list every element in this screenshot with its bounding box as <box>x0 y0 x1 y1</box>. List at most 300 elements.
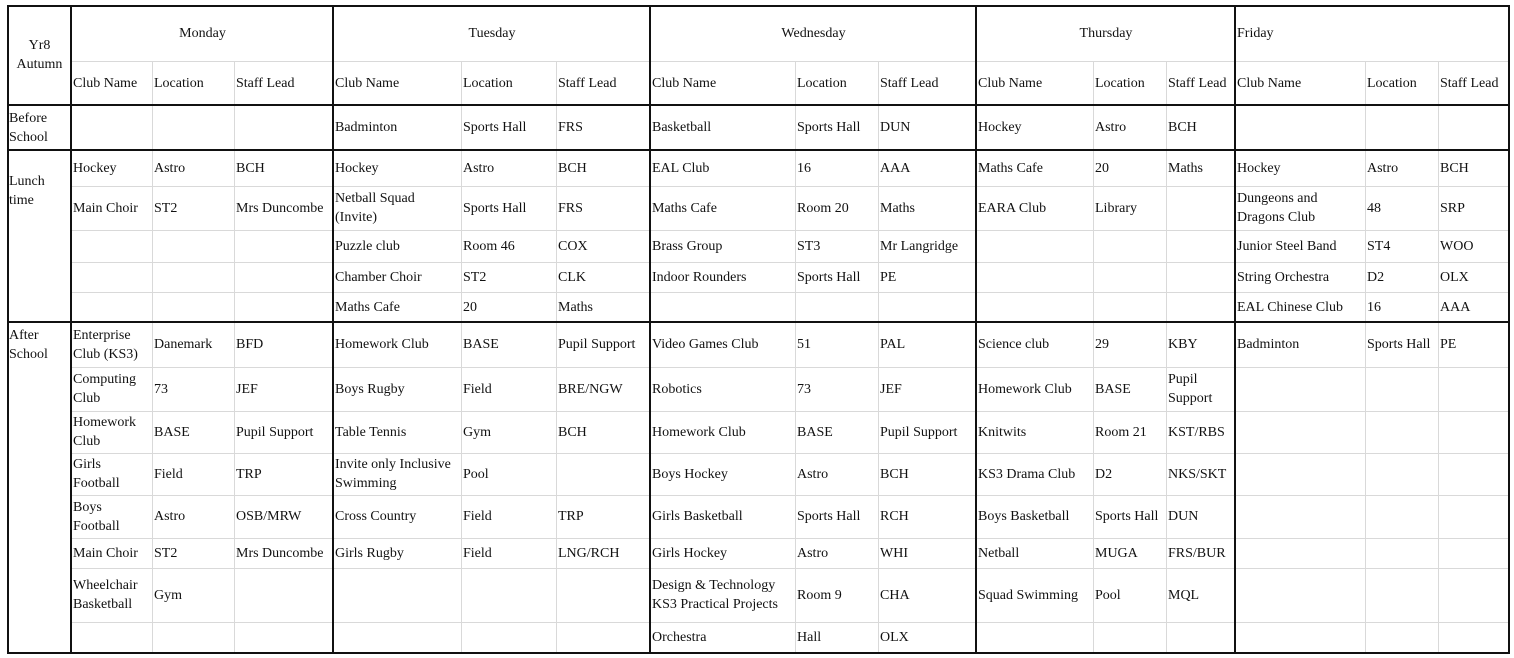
after_school-thursday-location-line: Sports Hall <box>1095 509 1159 524</box>
period-after-school-line: School <box>9 347 48 362</box>
lunch-tuesday-club-name-line: (Invite) <box>335 210 377 225</box>
lunch-tuesday-club-name-line: Hockey <box>335 161 379 176</box>
grid-hline <box>7 321 1510 323</box>
lunch-monday-location-line: ST2 <box>154 201 178 216</box>
after_school-thursday-location-line: D2 <box>1095 467 1113 482</box>
after_school-monday-staff-lead <box>236 380 332 399</box>
grid-hline <box>71 495 1508 496</box>
after_school-monday-location-line: BASE <box>154 425 190 440</box>
day-header-wednesday-line: Wednesday <box>781 26 846 41</box>
lunch-tuesday-club-name <box>335 268 460 287</box>
subheader-location <box>797 74 877 93</box>
after_school-thursday-club-name-line: Homework Club <box>978 382 1072 397</box>
subheader-club-name-line: Club Name <box>978 76 1043 91</box>
after_school-tuesday-location-line: Gym <box>463 425 491 440</box>
grid-vline <box>332 5 334 654</box>
after_school-monday-location <box>154 423 233 442</box>
after_school-monday-staff-lead-line: Mrs Duncombe <box>236 546 324 561</box>
lunch-thursday-staff-lead <box>1168 159 1234 178</box>
before_school-wednesday-location <box>797 118 877 137</box>
after_school-thursday-location <box>1095 465 1165 484</box>
grid-hline <box>7 5 1510 7</box>
subheader-club-name-line: Club Name <box>652 76 717 91</box>
lunch-wednesday-club-name-line: Brass Group <box>652 239 723 254</box>
lunch-wednesday-club-name-line: Maths Cafe <box>652 201 717 216</box>
lunch-tuesday-staff-lead <box>558 298 649 317</box>
grid-hline <box>7 149 1510 151</box>
after_school-thursday-location-line: Room 21 <box>1095 425 1147 440</box>
lunch-tuesday-location <box>463 268 555 287</box>
subheader-location <box>463 74 555 93</box>
lunch-tuesday-club-name <box>335 189 460 227</box>
after_school-monday-staff-lead-line: JEF <box>236 382 258 397</box>
lunch-monday-staff-lead <box>236 159 332 178</box>
after_school-wednesday-club-name <box>652 544 794 563</box>
lunch-tuesday-staff-lead <box>558 237 649 256</box>
after_school-thursday-club-name <box>978 423 1092 442</box>
after_school-thursday-staff-lead-line: MQL <box>1168 588 1200 603</box>
subheader-club-name <box>652 74 794 93</box>
after_school-friday-location <box>1367 335 1437 354</box>
after_school-thursday-club-name-line: Squad Swimming <box>978 588 1078 603</box>
subheader-club-name-line: Club Name <box>335 76 400 91</box>
after_school-thursday-staff-lead-line: Support <box>1168 391 1213 406</box>
after_school-wednesday-staff-lead <box>880 335 975 354</box>
after_school-thursday-location <box>1095 335 1165 354</box>
after_school-thursday-staff-lead-line: Pupil <box>1168 372 1198 387</box>
corner-label <box>9 36 70 74</box>
after_school-tuesday-club-name <box>335 423 460 442</box>
subheader-club-name <box>1237 74 1364 93</box>
period-lunch-time-line: Lunch <box>9 174 45 189</box>
lunch-tuesday-location <box>463 237 555 256</box>
after_school-thursday-club-name <box>978 586 1092 605</box>
grid-vline <box>649 5 651 654</box>
after_school-monday-location-line: Gym <box>154 588 182 603</box>
day-header-thursday <box>978 24 1234 43</box>
subheader-staff-lead-line: Staff Lead <box>1168 76 1227 91</box>
lunch-thursday-staff-lead-line: Maths <box>1168 161 1203 176</box>
lunch-tuesday-location <box>463 298 555 317</box>
after_school-monday-location-line: 73 <box>154 382 168 397</box>
after_school-monday-club-name-line: Club (KS3) <box>73 347 138 362</box>
lunch-tuesday-club-name <box>335 159 460 178</box>
lunch-friday-staff-lead <box>1440 237 1507 256</box>
day-header-tuesday <box>335 24 649 43</box>
after_school-thursday-location-line: Pool <box>1095 588 1121 603</box>
after_school-wednesday-staff-lead-line: PAL <box>880 337 906 352</box>
after_school-monday-location-line: Danemark <box>154 337 213 352</box>
subheader-location-line: Location <box>463 76 513 91</box>
subheader-location-line: Location <box>1367 76 1417 91</box>
lunch-wednesday-staff-lead <box>880 237 975 256</box>
after_school-tuesday-location <box>463 423 555 442</box>
after_school-wednesday-club-name-line: Girls Hockey <box>652 546 728 561</box>
after_school-wednesday-staff-lead-line: CHA <box>880 588 910 603</box>
grid-hline <box>71 538 1508 539</box>
before_school-wednesday-staff-lead-line: DUN <box>880 120 911 135</box>
after_school-tuesday-club-name <box>335 507 460 526</box>
lunch-thursday-club-name-line: Maths Cafe <box>978 161 1043 176</box>
grid-hline <box>71 411 1508 412</box>
lunch-monday-location <box>154 159 233 178</box>
lunch-tuesday-staff-lead <box>558 199 649 218</box>
lunch-wednesday-staff-lead-line: Mr Langridge <box>880 239 959 254</box>
after_school-monday-staff-lead-line: OSB/MRW <box>236 509 302 524</box>
after_school-thursday-location <box>1095 423 1165 442</box>
lunch-tuesday-club-name-line: Netball Squad <box>335 191 415 206</box>
after_school-tuesday-staff-lead-line: Pupil Support <box>558 337 636 352</box>
lunch-wednesday-staff-lead <box>880 199 975 218</box>
day-header-wednesday <box>652 24 975 43</box>
lunch-wednesday-location-line: 16 <box>797 161 811 176</box>
after_school-tuesday-staff-lead-line: TRP <box>558 509 584 524</box>
before_school-wednesday-club-name-line: Basketball <box>652 120 712 135</box>
lunch-wednesday-location <box>797 237 877 256</box>
lunch-friday-staff-lead-line: SRP <box>1440 201 1465 216</box>
day-header-monday-line: Monday <box>179 26 226 41</box>
after_school-wednesday-location-line: Sports Hall <box>797 509 861 524</box>
after_school-thursday-location <box>1095 507 1165 526</box>
after_school-wednesday-location-line: Astro <box>797 467 829 482</box>
grid-vline <box>1234 5 1236 654</box>
lunch-tuesday-location-line: Astro <box>463 161 495 176</box>
after_school-friday-staff-lead-line: PE <box>1440 337 1457 352</box>
subheader-club-name <box>335 74 460 93</box>
after_school-tuesday-club-name-line: Swimming <box>335 476 397 491</box>
lunch-thursday-location-line: 20 <box>1095 161 1109 176</box>
before_school-tuesday-location-line: Sports Hall <box>463 120 527 135</box>
lunch-friday-location-line: ST4 <box>1367 239 1391 254</box>
after_school-thursday-staff-lead <box>1168 507 1234 526</box>
grid-hline <box>71 262 1508 263</box>
after_school-tuesday-staff-lead-line: LNG/RCH <box>558 546 620 561</box>
lunch-wednesday-location <box>797 268 877 287</box>
grid-hline <box>71 61 1508 62</box>
before_school-tuesday-staff-lead-line: FRS <box>558 120 583 135</box>
lunch-friday-location <box>1367 298 1437 317</box>
after_school-thursday-club-name-line: Knitwits <box>978 425 1027 440</box>
after_school-monday-club-name <box>73 326 151 364</box>
after_school-thursday-club-name <box>978 465 1092 484</box>
lunch-tuesday-location-line: Sports Hall <box>463 201 527 216</box>
after_school-thursday-staff-lead-line: KST/RBS <box>1168 425 1225 440</box>
lunch-wednesday-location-line: Room 20 <box>797 201 849 216</box>
after_school-wednesday-staff-lead <box>880 423 975 442</box>
after_school-wednesday-staff-lead <box>880 507 975 526</box>
period-lunch-time <box>9 172 70 210</box>
grid-hline <box>71 453 1508 454</box>
after_school-tuesday-staff-lead <box>558 335 649 354</box>
grid-hline <box>71 186 1508 187</box>
after_school-wednesday-staff-lead-line: JEF <box>880 382 902 397</box>
after_school-monday-club-name <box>73 455 151 493</box>
lunch-friday-location-line: 16 <box>1367 300 1381 315</box>
day-header-thursday-line: Thursday <box>1079 26 1133 41</box>
after_school-wednesday-club-name <box>652 576 794 614</box>
after_school-tuesday-club-name <box>335 335 460 354</box>
lunch-tuesday-location-line: ST2 <box>463 270 487 285</box>
after_school-monday-location-line: ST2 <box>154 546 178 561</box>
after_school-tuesday-staff-lead-line: BRE/NGW <box>558 382 623 397</box>
lunch-tuesday-staff-lead-line: CLK <box>558 270 586 285</box>
day-header-friday <box>1237 24 1507 43</box>
grid-hline <box>71 230 1508 231</box>
lunch-friday-staff-lead-line: OLX <box>1440 270 1469 285</box>
after_school-monday-club-name-line: Main Choir <box>73 546 138 561</box>
after_school-thursday-staff-lead <box>1168 544 1234 563</box>
after_school-wednesday-club-name <box>652 423 794 442</box>
after_school-monday-location <box>154 507 233 526</box>
lunch-thursday-club-name <box>978 159 1092 178</box>
lunch-monday-location <box>154 199 233 218</box>
lunch-monday-staff-lead-line: Mrs Duncombe <box>236 201 324 216</box>
lunch-wednesday-location <box>797 199 877 218</box>
after_school-thursday-club-name <box>978 380 1092 399</box>
after_school-friday-location-line: Sports Hall <box>1367 337 1431 352</box>
lunch-friday-staff-lead <box>1440 199 1507 218</box>
subheader-staff-lead-line: Staff Lead <box>236 76 295 91</box>
before_school-wednesday-staff-lead <box>880 118 975 137</box>
lunch-tuesday-staff-lead <box>558 268 649 287</box>
lunch-wednesday-location-line: ST3 <box>797 239 821 254</box>
subheader-location-line: Location <box>1095 76 1145 91</box>
lunch-tuesday-location <box>463 159 555 178</box>
after_school-wednesday-staff-lead <box>880 628 975 647</box>
lunch-wednesday-staff-lead-line: AAA <box>880 161 911 176</box>
after_school-wednesday-club-name <box>652 335 794 354</box>
lunch-tuesday-staff-lead-line: COX <box>558 239 588 254</box>
after_school-wednesday-club-name-line: Orchestra <box>652 630 707 645</box>
after_school-tuesday-location <box>463 465 555 484</box>
lunch-wednesday-location-line: Sports Hall <box>797 270 861 285</box>
lunch-wednesday-club-name <box>652 237 794 256</box>
after_school-wednesday-staff-lead-line: Pupil Support <box>880 425 958 440</box>
after_school-monday-club-name-line: Club <box>73 434 101 449</box>
after_school-monday-club-name-line: Wheelchair <box>73 578 138 593</box>
after_school-wednesday-club-name <box>652 507 794 526</box>
lunch-tuesday-club-name-line: Puzzle club <box>335 239 400 254</box>
lunch-thursday-location <box>1095 199 1165 218</box>
grid-hline <box>71 568 1508 569</box>
period-before-school-line: School <box>9 130 48 145</box>
lunch-friday-club-name-line: Hockey <box>1237 161 1281 176</box>
after_school-monday-club-name-line: Club <box>73 391 101 406</box>
after_school-monday-club-name <box>73 413 151 451</box>
lunch-friday-location-line: D2 <box>1367 270 1385 285</box>
corner-label-line: Yr8 <box>28 38 51 53</box>
subheader-club-name-line: Club Name <box>73 76 138 91</box>
subheader-staff-lead <box>1168 74 1234 93</box>
after_school-monday-staff-lead <box>236 507 332 526</box>
lunch-friday-location <box>1367 268 1437 287</box>
day-header-monday <box>73 24 332 43</box>
before_school-wednesday-club-name <box>652 118 794 137</box>
after_school-thursday-staff-lead-line: KBY <box>1168 337 1198 352</box>
lunch-friday-location <box>1367 237 1437 256</box>
subheader-club-name <box>978 74 1092 93</box>
lunch-friday-staff-lead <box>1440 159 1507 178</box>
after_school-wednesday-location-line: BASE <box>797 425 833 440</box>
lunch-monday-club-name-line: Hockey <box>73 161 117 176</box>
after_school-monday-club-name-line: Computing <box>73 372 137 387</box>
after_school-tuesday-club-name-line: Boys Rugby <box>335 382 405 397</box>
lunch-tuesday-location-line: 20 <box>463 300 477 315</box>
before_school-thursday-club-name <box>978 118 1092 137</box>
after_school-tuesday-club-name-line: Table Tennis <box>335 425 407 440</box>
after_school-tuesday-location <box>463 507 555 526</box>
after_school-monday-location <box>154 465 233 484</box>
day-header-friday-line: Friday <box>1237 26 1274 41</box>
after_school-wednesday-staff-lead <box>880 465 975 484</box>
lunch-wednesday-club-name <box>652 268 794 287</box>
after_school-monday-location-line: Astro <box>154 509 186 524</box>
lunch-friday-location-line: 48 <box>1367 201 1381 216</box>
after_school-monday-staff-lead <box>236 544 332 563</box>
after_school-tuesday-staff-lead <box>558 380 649 399</box>
after_school-thursday-club-name <box>978 544 1092 563</box>
after_school-tuesday-location-line: Field <box>463 546 492 561</box>
subheader-location-line: Location <box>154 76 204 91</box>
after_school-wednesday-location <box>797 465 877 484</box>
lunch-wednesday-staff-lead-line: Maths <box>880 201 915 216</box>
after_school-tuesday-club-name-line: Invite only Inclusive <box>335 457 451 472</box>
after_school-tuesday-staff-lead <box>558 507 649 526</box>
after_school-thursday-location <box>1095 544 1165 563</box>
after_school-wednesday-club-name <box>652 465 794 484</box>
after_school-thursday-staff-lead-line: DUN <box>1168 509 1199 524</box>
before_school-tuesday-club-name-line: Badminton <box>335 120 398 135</box>
after_school-tuesday-club-name-line: Girls Rugby <box>335 546 404 561</box>
lunch-wednesday-club-name-line: EAL Club <box>652 161 710 176</box>
lunch-monday-location-line: Astro <box>154 161 186 176</box>
before_school-wednesday-location-line: Sports Hall <box>797 120 861 135</box>
after_school-wednesday-staff-lead-line: OLX <box>880 630 909 645</box>
lunch-wednesday-location <box>797 159 877 178</box>
after_school-tuesday-location <box>463 380 555 399</box>
after_school-monday-staff-lead-line: Pupil Support <box>236 425 314 440</box>
after_school-tuesday-club-name-line: Cross Country <box>335 509 417 524</box>
lunch-thursday-club-name-line: EARA Club <box>978 201 1047 216</box>
lunch-wednesday-club-name <box>652 159 794 178</box>
lunch-friday-staff-lead <box>1440 298 1507 317</box>
grid-hline <box>71 622 1508 623</box>
period-lunch-time-line: time <box>9 193 34 208</box>
after_school-monday-staff-lead <box>236 465 332 484</box>
lunch-friday-club-name-line: Junior Steel Band <box>1237 239 1337 254</box>
after_school-tuesday-club-name <box>335 544 460 563</box>
after_school-thursday-club-name <box>978 507 1092 526</box>
after_school-tuesday-club-name-line: Homework Club <box>335 337 429 352</box>
after_school-wednesday-location-line: Astro <box>797 546 829 561</box>
after_school-tuesday-location <box>463 335 555 354</box>
subheader-location-line: Location <box>797 76 847 91</box>
lunch-monday-staff-lead <box>236 199 332 218</box>
after_school-wednesday-location <box>797 628 877 647</box>
after_school-thursday-staff-lead <box>1168 423 1234 442</box>
after_school-monday-club-name-line: Football <box>73 519 120 534</box>
after_school-tuesday-location-line: BASE <box>463 337 499 352</box>
after_school-wednesday-staff-lead-line: RCH <box>880 509 909 524</box>
after_school-thursday-staff-lead <box>1168 465 1234 484</box>
lunch-friday-club-name <box>1237 189 1364 227</box>
grid-vline <box>70 5 72 654</box>
after_school-wednesday-staff-lead <box>880 544 975 563</box>
after_school-monday-staff-lead <box>236 423 332 442</box>
lunch-friday-club-name <box>1237 159 1364 178</box>
lunch-friday-club-name-line: String Orchestra <box>1237 270 1330 285</box>
after_school-monday-club-name <box>73 544 151 563</box>
subheader-location <box>154 74 233 93</box>
after_school-tuesday-location-line: Field <box>463 382 492 397</box>
subheader-staff-lead-line: Staff Lead <box>558 76 617 91</box>
before_school-thursday-location-line: Astro <box>1095 120 1127 135</box>
lunch-thursday-club-name <box>978 199 1092 218</box>
after_school-wednesday-club-name <box>652 380 794 399</box>
lunch-friday-club-name <box>1237 268 1364 287</box>
lunch-wednesday-staff-lead <box>880 159 975 178</box>
after_school-wednesday-location <box>797 335 877 354</box>
lunch-tuesday-staff-lead-line: Maths <box>558 300 593 315</box>
after_school-monday-location <box>154 380 233 399</box>
subheader-staff-lead <box>558 74 649 93</box>
after_school-wednesday-location-line: 51 <box>797 337 811 352</box>
subheader-staff-lead <box>880 74 975 93</box>
after_school-thursday-staff-lead-line: FRS/BUR <box>1168 546 1226 561</box>
after_school-wednesday-location <box>797 544 877 563</box>
after_school-thursday-club-name-line: Netball <box>978 546 1020 561</box>
subheader-staff-lead <box>236 74 332 93</box>
before_school-tuesday-staff-lead <box>558 118 649 137</box>
lunch-tuesday-staff-lead-line: BCH <box>558 161 587 176</box>
after_school-thursday-club-name-line: Science club <box>978 337 1050 352</box>
after_school-monday-location <box>154 586 233 605</box>
lunch-friday-location <box>1367 199 1437 218</box>
lunch-tuesday-location-line: Room 46 <box>463 239 515 254</box>
after_school-wednesday-club-name-line: Design & Technology <box>652 578 776 593</box>
after_school-monday-staff-lead-line: TRP <box>236 467 262 482</box>
after_school-thursday-staff-lead <box>1168 586 1234 605</box>
subheader-location <box>1095 74 1165 93</box>
after_school-thursday-club-name-line: KS3 Drama Club <box>978 467 1076 482</box>
lunch-friday-staff-lead-line: BCH <box>1440 161 1469 176</box>
after_school-tuesday-club-name <box>335 455 460 493</box>
grid-vline <box>975 5 977 654</box>
grid-hline <box>7 104 1510 106</box>
after_school-tuesday-location-line: Field <box>463 509 492 524</box>
after_school-thursday-club-name <box>978 335 1092 354</box>
after_school-monday-location <box>154 335 233 354</box>
lunch-wednesday-staff-lead-line: PE <box>880 270 897 285</box>
after_school-friday-staff-lead <box>1440 335 1507 354</box>
lunch-tuesday-location <box>463 199 555 218</box>
after_school-monday-club-name-line: Girls <box>73 457 101 472</box>
lunch-friday-club-name-line: EAL Chinese Club <box>1237 300 1344 315</box>
lunch-tuesday-club-name-line: Chamber Choir <box>335 270 422 285</box>
lunch-thursday-location <box>1095 159 1165 178</box>
lunch-tuesday-staff-lead <box>558 159 649 178</box>
after_school-friday-club-name <box>1237 335 1364 354</box>
subheader-staff-lead <box>1440 74 1507 93</box>
after_school-wednesday-location <box>797 586 877 605</box>
after_school-wednesday-club-name-line: Robotics <box>652 382 702 397</box>
before_school-thursday-staff-lead <box>1168 118 1234 137</box>
lunch-friday-location-line: Astro <box>1367 161 1399 176</box>
after_school-thursday-staff-lead-line: NKS/SKT <box>1168 467 1227 482</box>
grid-hline <box>7 652 1510 654</box>
after_school-wednesday-location <box>797 423 877 442</box>
corner-label-line: Autumn <box>16 57 63 72</box>
